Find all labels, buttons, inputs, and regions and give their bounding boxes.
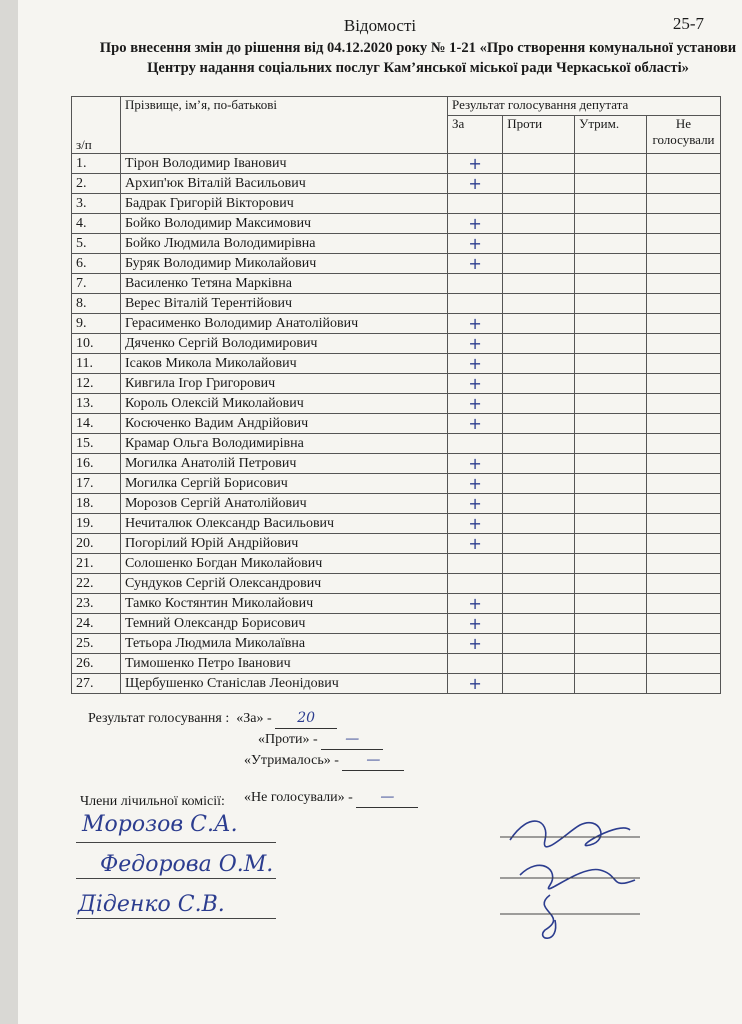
row-vote-against: [503, 474, 575, 494]
commission-label: Члени лічильної комісії:: [80, 794, 225, 809]
signature-name-3: Діденко С.В.: [78, 892, 225, 917]
row-vote-for: +: [448, 514, 503, 534]
row-vote-for: [448, 654, 503, 674]
summary-abstain-line: [88, 750, 418, 771]
row-number: 20.: [72, 534, 121, 554]
row-vote-notvoted: [646, 174, 720, 194]
row-vote-notvoted: [646, 234, 720, 254]
row-vote-abstain: [575, 434, 647, 454]
row-name: Морозов Сергій Анатолійович: [120, 494, 447, 514]
row-name: Солошенко Богдан Миколайович: [120, 554, 447, 574]
row-vote-abstain: [575, 534, 647, 554]
row-name: Погорілий Юрій Андрійович: [120, 534, 447, 554]
row-number: 2.: [72, 174, 121, 194]
table-row: [72, 294, 721, 314]
summary-for-line: [88, 708, 418, 729]
row-name: Бадрак Григорій Вікторович: [120, 194, 447, 214]
table-row: [72, 454, 721, 474]
header-name: Прізвище, ім’я, по-батькові: [120, 97, 447, 154]
row-vote-against: [503, 274, 575, 294]
row-vote-abstain: [575, 174, 647, 194]
row-name: Тамко Костянтин Миколайович: [120, 594, 447, 614]
row-name: Тірон Володимир Іванович: [120, 154, 447, 174]
row-name: Бойко Володимир Максимович: [120, 214, 447, 234]
row-name: Дяченко Сергій Володимирович: [120, 334, 447, 354]
row-vote-notvoted: [646, 494, 720, 514]
row-vote-notvoted: [646, 634, 720, 654]
row-vote-for: +: [448, 254, 503, 274]
row-vote-abstain: [575, 414, 647, 434]
row-name: Могилка Анатолій Петрович: [120, 454, 447, 474]
row-vote-for: +: [448, 214, 503, 234]
row-vote-notvoted: [646, 534, 720, 554]
row-vote-for: +: [448, 494, 503, 514]
row-vote-against: [503, 394, 575, 414]
summary-for-value: 20: [275, 708, 337, 729]
row-name: Тимошенко Петро Іванович: [120, 654, 447, 674]
row-number: 24.: [72, 614, 121, 634]
row-vote-against: [503, 354, 575, 374]
row-vote-notvoted: [646, 614, 720, 634]
row-vote-for: [448, 574, 503, 594]
row-vote-abstain: [575, 354, 647, 374]
summary-label: Результат голосування :: [88, 711, 230, 726]
row-vote-abstain: [575, 594, 647, 614]
row-vote-against: [503, 314, 575, 334]
row-number: 21.: [72, 554, 121, 574]
row-vote-notvoted: [646, 554, 720, 574]
document-number: 25-7: [672, 14, 704, 33]
row-vote-notvoted: [646, 514, 720, 534]
table-row: [72, 214, 721, 234]
row-vote-against: [503, 294, 575, 314]
summary-against-value: —: [321, 729, 383, 750]
row-name: Нечиталюк Олександр Васильович: [120, 514, 447, 534]
table-row: [72, 574, 721, 594]
row-vote-abstain: [575, 634, 647, 654]
row-number: 19.: [72, 514, 121, 534]
row-vote-against: [503, 194, 575, 214]
row-number: 4.: [72, 214, 121, 234]
row-vote-notvoted: [646, 654, 720, 674]
row-number: 25.: [72, 634, 121, 654]
row-vote-notvoted: [646, 674, 720, 694]
row-number: 8.: [72, 294, 121, 314]
row-vote-notvoted: [646, 334, 720, 354]
row-vote-notvoted: [646, 194, 720, 214]
row-name: Ісаков Микола Миколайович: [120, 354, 447, 374]
row-vote-for: +: [448, 454, 503, 474]
row-vote-against: [503, 234, 575, 254]
row-vote-notvoted: [646, 214, 720, 234]
summary-notvoted-value: —: [356, 787, 418, 808]
row-vote-for: +: [448, 534, 503, 554]
signature-mark-1: [510, 821, 630, 847]
document-title: Відомості: [343, 16, 417, 35]
row-vote-notvoted: [646, 374, 720, 394]
row-vote-for: +: [448, 674, 503, 694]
row-name: Герасименко Володимир Анатолійович: [120, 314, 447, 334]
row-vote-against: [503, 574, 575, 594]
row-vote-notvoted: [646, 254, 720, 274]
header-result: Результат голосування депутата: [448, 97, 721, 116]
row-vote-abstain: [575, 514, 647, 534]
row-vote-abstain: [575, 254, 647, 274]
row-vote-abstain: [575, 614, 647, 634]
row-vote-against: [503, 494, 575, 514]
row-number: 17.: [72, 474, 121, 494]
signature-line-2: [76, 878, 276, 879]
row-name: Могилка Сергій Борисович: [120, 474, 447, 494]
row-vote-for: [448, 194, 503, 214]
row-number: 22.: [72, 574, 121, 594]
row-vote-for: +: [448, 614, 503, 634]
row-vote-against: [503, 454, 575, 474]
row-vote-for: [448, 434, 503, 454]
table-row: [72, 234, 721, 254]
table-row: [72, 394, 721, 414]
row-name: Василенко Тетяна Марківна: [120, 274, 447, 294]
table-row: [72, 274, 721, 294]
table-row: [72, 314, 721, 334]
row-vote-for: +: [448, 334, 503, 354]
row-vote-for: +: [448, 394, 503, 414]
table-row: [72, 254, 721, 274]
row-vote-against: [503, 594, 575, 614]
row-vote-against: [503, 674, 575, 694]
row-name: Архип'юк Віталій Васильович: [120, 174, 447, 194]
row-vote-notvoted: [646, 474, 720, 494]
voting-table: [71, 96, 721, 694]
row-name: Тетьора Людмила Миколаївна: [120, 634, 447, 654]
signature-mark-2: [520, 865, 635, 888]
row-number: 26.: [72, 654, 121, 674]
row-vote-against: [503, 254, 575, 274]
header-abstain: Утрим.: [575, 116, 647, 154]
row-name: Темний Олександр Борисович: [120, 614, 447, 634]
row-vote-against: [503, 634, 575, 654]
row-vote-abstain: [575, 654, 647, 674]
header-for: За: [448, 116, 503, 154]
summary-notvoted-label: «Не голосували» -: [244, 790, 353, 805]
row-vote-notvoted: [646, 454, 720, 474]
row-vote-abstain: [575, 294, 647, 314]
table-row: [72, 374, 721, 394]
row-vote-for: +: [448, 634, 503, 654]
summary-against-label: «Проти» -: [258, 732, 318, 747]
row-name: Бойко Людмила Володимирівна: [120, 234, 447, 254]
row-number: 6.: [72, 254, 121, 274]
table-row: [72, 414, 721, 434]
row-vote-for: +: [448, 354, 503, 374]
table-row: [72, 174, 721, 194]
row-name: Верес Віталій Терентійович: [120, 294, 447, 314]
row-vote-notvoted: [646, 314, 720, 334]
row-vote-abstain: [575, 234, 647, 254]
signature-line-1: [76, 842, 276, 843]
row-vote-abstain: [575, 214, 647, 234]
row-vote-against: [503, 374, 575, 394]
row-number: 16.: [72, 454, 121, 474]
row-number: 14.: [72, 414, 121, 434]
row-number: 3.: [72, 194, 121, 214]
row-vote-for: +: [448, 154, 503, 174]
row-vote-abstain: [575, 154, 647, 174]
table-row: [72, 474, 721, 494]
row-vote-against: [503, 654, 575, 674]
row-name: Крамар Ольга Володимирівна: [120, 434, 447, 454]
row-vote-notvoted: [646, 294, 720, 314]
row-vote-notvoted: [646, 574, 720, 594]
row-vote-abstain: [575, 194, 647, 214]
table-row: [72, 194, 721, 214]
table-row: [72, 674, 721, 694]
row-number: 7.: [72, 274, 121, 294]
row-name: Сундуков Сергій Олександрович: [120, 574, 447, 594]
table-row: [72, 534, 721, 554]
row-vote-abstain: [575, 374, 647, 394]
row-vote-for: +: [448, 414, 503, 434]
row-vote-abstain: [575, 394, 647, 414]
signature-scribbles: [490, 800, 650, 950]
row-vote-notvoted: [646, 414, 720, 434]
signature-name-2: Федорова О.М.: [100, 852, 274, 877]
row-number: 9.: [72, 314, 121, 334]
table-row: [72, 354, 721, 374]
row-vote-abstain: [575, 474, 647, 494]
row-vote-abstain: [575, 274, 647, 294]
row-vote-for: +: [448, 314, 503, 334]
row-vote-for: +: [448, 474, 503, 494]
table-row: [72, 434, 721, 454]
row-vote-for: [448, 294, 503, 314]
row-vote-abstain: [575, 314, 647, 334]
row-vote-against: [503, 514, 575, 534]
summary-against-line: [88, 729, 418, 750]
row-number: 12.: [72, 374, 121, 394]
row-number: 27.: [72, 674, 121, 694]
row-vote-against: [503, 334, 575, 354]
row-vote-for: +: [448, 234, 503, 254]
row-vote-against: [503, 614, 575, 634]
table-row: [72, 614, 721, 634]
row-vote-notvoted: [646, 594, 720, 614]
row-vote-for: [448, 554, 503, 574]
row-name: Косюченко Вадим Андрійович: [120, 414, 447, 434]
row-vote-abstain: [575, 334, 647, 354]
row-name: Кивгила Ігор Григорович: [120, 374, 447, 394]
row-vote-notvoted: [646, 394, 720, 414]
row-vote-for: +: [448, 374, 503, 394]
summary-abstain-value: —: [342, 750, 404, 771]
summary-for-label: «За» -: [236, 711, 272, 726]
row-number: 5.: [72, 234, 121, 254]
signature-mark-3: [543, 895, 556, 938]
header-notvoted: Не голосували: [646, 116, 720, 154]
header-num: з/п: [72, 97, 121, 154]
row-name: Щербушенко Станіслав Леонідович: [120, 674, 447, 694]
table-row: [72, 154, 721, 174]
header-against: Проти: [503, 116, 575, 154]
row-vote-for: [448, 274, 503, 294]
row-vote-abstain: [575, 554, 647, 574]
table-row: [72, 654, 721, 674]
row-name: Король Олексій Миколайович: [120, 394, 447, 414]
row-vote-against: [503, 534, 575, 554]
row-vote-notvoted: [646, 154, 720, 174]
row-vote-for: +: [448, 174, 503, 194]
row-number: 11.: [72, 354, 121, 374]
row-vote-against: [503, 554, 575, 574]
table-row: [72, 514, 721, 534]
table-row: [72, 594, 721, 614]
row-vote-notvoted: [646, 434, 720, 454]
signature-name-1: Морозов С.А.: [82, 812, 238, 837]
voting-rows: [72, 154, 721, 694]
row-number: 10.: [72, 334, 121, 354]
row-vote-against: [503, 174, 575, 194]
table-row: [72, 494, 721, 514]
row-vote-abstain: [575, 494, 647, 514]
summary-abstain-label: «Утрималось» -: [244, 753, 339, 768]
row-number: 18.: [72, 494, 121, 514]
row-number: 15.: [72, 434, 121, 454]
row-number: 13.: [72, 394, 121, 414]
row-number: 1.: [72, 154, 121, 174]
table-row: [72, 554, 721, 574]
document-subject: Про внесення змін до рішення від 04.12.2020 року № 1-21 «Про створення комунальної установи Центру надання соціальних послуг Кам’янської міської ради Черкаської області»: [99, 40, 737, 76]
table-row: [72, 634, 721, 654]
row-vote-for: +: [448, 594, 503, 614]
row-vote-abstain: [575, 574, 647, 594]
row-vote-notvoted: [646, 274, 720, 294]
row-vote-abstain: [575, 674, 647, 694]
row-vote-against: [503, 214, 575, 234]
row-vote-against: [503, 434, 575, 454]
row-vote-abstain: [575, 454, 647, 474]
voting-summary: [88, 708, 418, 808]
row-number: 23.: [72, 594, 121, 614]
row-vote-against: [503, 154, 575, 174]
row-name: Буряк Володимир Миколайович: [120, 254, 447, 274]
table-row: [72, 334, 721, 354]
signature-line-3: [76, 918, 276, 919]
row-vote-notvoted: [646, 354, 720, 374]
row-vote-against: [503, 414, 575, 434]
